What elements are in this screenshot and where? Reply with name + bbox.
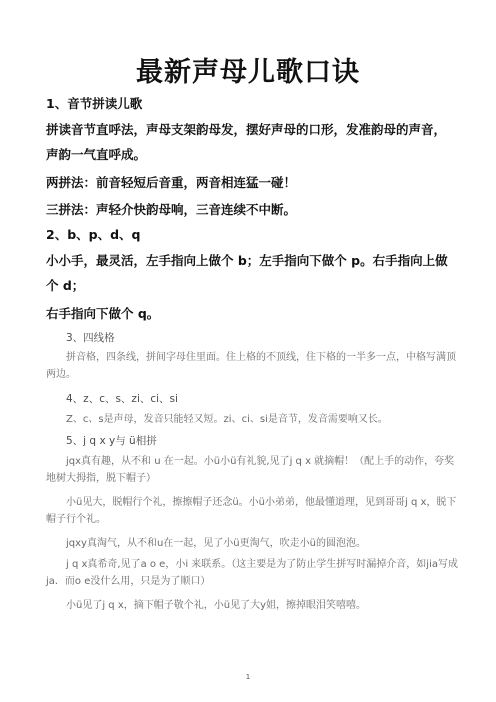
section-3-paragraph-1: 拼音格，四条线，拼间字母住里面。住上格的不顶线，住下格的一半多一点，中格写满顶两边。 — [46, 352, 456, 380]
section-5-paragraph-4: j q x真希奇,见了a o e，小i 来联系。（这主要是为了防止学生拼写时漏掉介音，如jia写成ja．而o e没什么用，只是为了顺口） — [46, 559, 458, 587]
section-5-heading: 5、j q x y与 ü相拼 — [66, 435, 157, 447]
section-1-paragraph-1: 拼读音节直呼法，声母支架韵母发，摆好声母的口形，发准韵母的声音，声韵一气直呼成。 — [46, 122, 447, 162]
section-1-paragraph-3: 三拼法：声轻介快韵母响，三音连续不中断。 — [46, 202, 297, 217]
page-number: 1 — [245, 673, 251, 681]
document-title: 最新声母儿歌口诀 — [136, 57, 360, 88]
section-5-paragraph-3: jqxy真淘气，从不和u在一起，见了小ü更淘气，吹走小ü的圆泡泡。 — [66, 538, 366, 549]
section-3-heading: 3、四线格 — [66, 332, 115, 344]
section-4-heading: 4、z、c、s、zi、ci、si — [66, 393, 178, 405]
section-5-paragraph-5: 小ü见了j q x，摘下帽子敬个礼，小ü见了大y姐，擦掉眼泪笑嘻嘻。 — [66, 600, 366, 611]
section-5-paragraph-1: jqx真有趣，从不和 u 在一起。小ü小ü有礼貌,见了j q x 就摘帽！（配上手的动作，夸奖地树大拇指，脱下帽子） — [46, 456, 455, 484]
section-2-heading: 2、b、p、d、q — [46, 227, 141, 242]
section-2-paragraph-2: 右手指向下做个 q。 — [46, 306, 160, 321]
section-4-paragraph-1: Z、c、s是声母，发音只能轻又短。zi、ci、si是音节，发音需要响又长。 — [66, 414, 388, 425]
section-2-paragraph-1: 小小手，最灵活，左手指向上做个 b；左手指向下做个 p。右手指向上做个 d； — [46, 253, 448, 293]
section-1-paragraph-2: 两拼法：前音轻短后音重，两音相连猛一碰！ — [46, 175, 297, 190]
section-1-heading: 1、音节拼读儿歌 — [46, 96, 143, 111]
section-5-paragraph-2: 小ü见大，脱帽行个礼，擦擦帽子还念ü。小ü小弟弟，他最懂道理，见到哥哥j q x，脱下帽子行个礼。 — [46, 497, 457, 525]
